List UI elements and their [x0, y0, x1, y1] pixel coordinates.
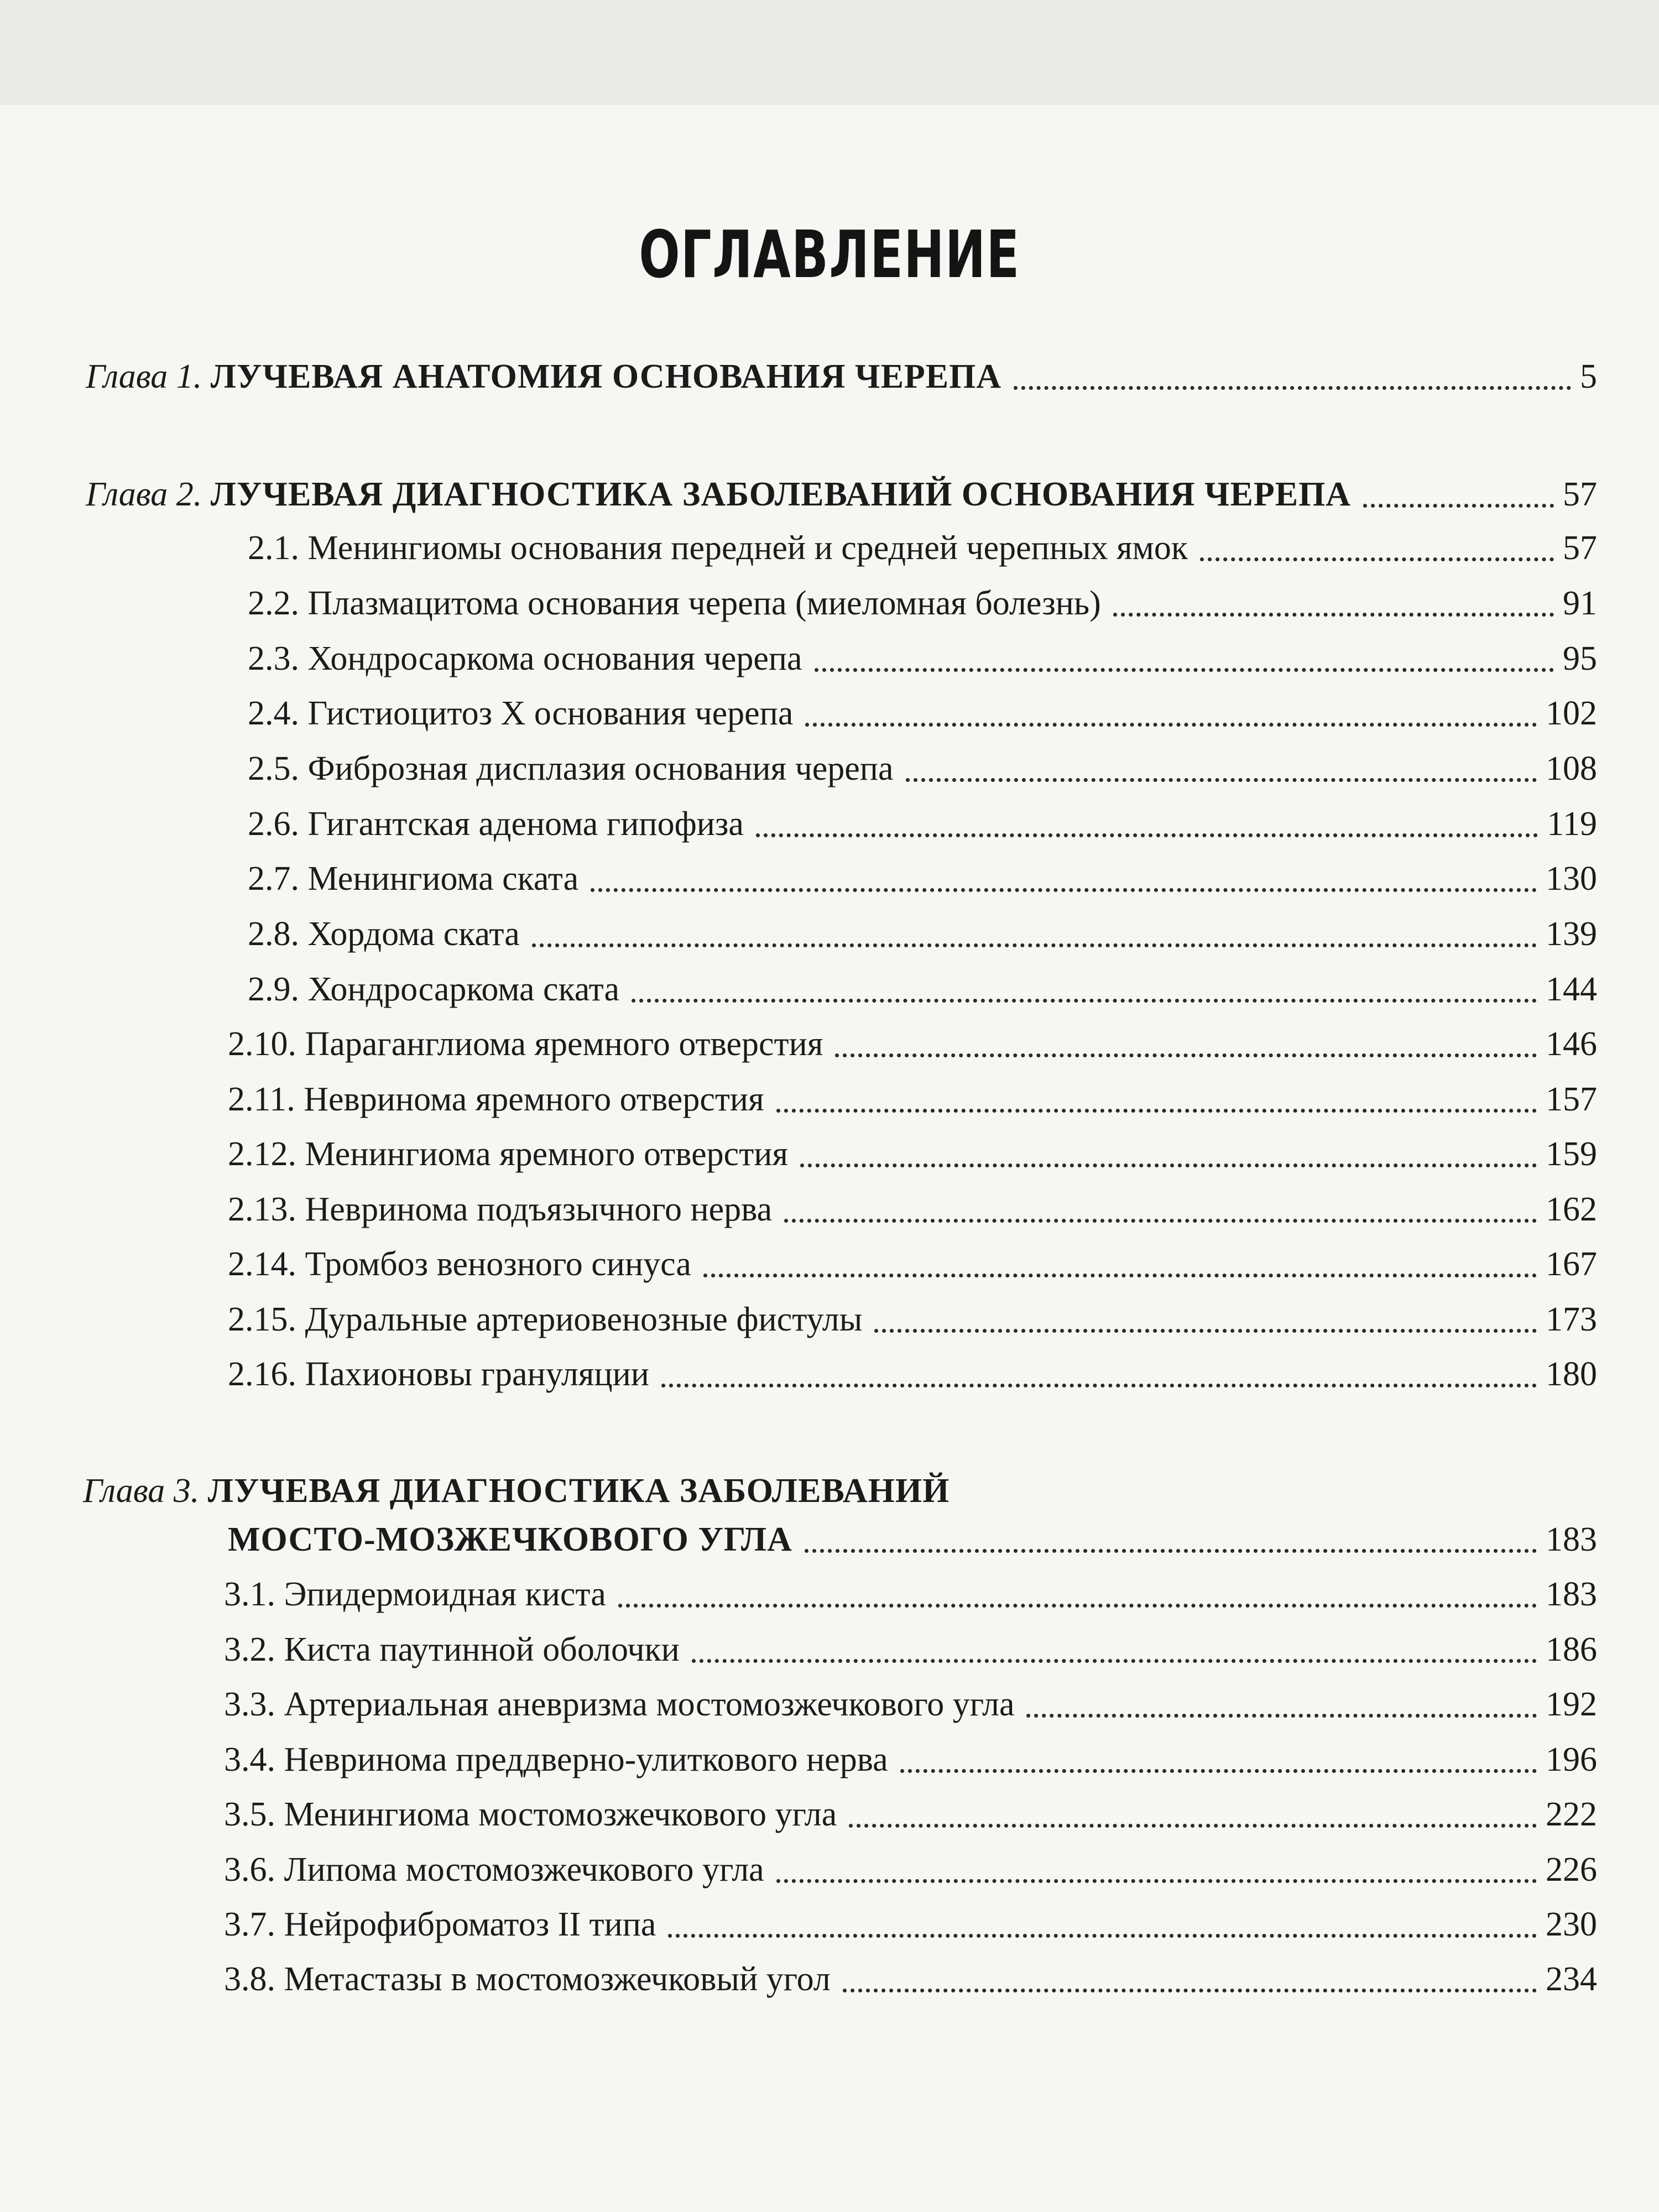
page-top-margin	[0, 0, 1659, 105]
chapter-3-title: ЛУЧЕВАЯ ДИАГНОСТИКА ЗАБОЛЕВАНИЙ	[207, 1472, 950, 1510]
dot-leader	[805, 723, 1537, 727]
section-page: 222	[1546, 1796, 1597, 1833]
section-label: 3.2. Киста паутинной оболочки	[224, 1631, 680, 1668]
toc-chapter-1[interactable]	[0, 354, 1659, 399]
toc-section-3-5[interactable]	[0, 1792, 1659, 1837]
section-label: 2.8. Хордома ската	[248, 915, 520, 953]
section-label: 2.9. Хондросаркома ската	[248, 971, 620, 1008]
chapter-1-page: 5	[1580, 358, 1597, 395]
section-page: 102	[1546, 695, 1597, 732]
section-page: 162	[1546, 1191, 1597, 1228]
section-page: 186	[1546, 1631, 1597, 1668]
section-label: 2.16. Пахионовы грануляции	[228, 1355, 649, 1393]
section-label: 2.1. Менингиомы основания передней и средней черепных ямок	[248, 529, 1188, 567]
toc-section-3-8[interactable]	[0, 1957, 1659, 2002]
section-page: 146	[1546, 1025, 1597, 1063]
toc-section-2-16[interactable]	[0, 1352, 1659, 1397]
section-label: 3.6. Липома мостомозжечкового угла	[224, 1851, 764, 1888]
toc-section-2-6[interactable]	[0, 801, 1659, 847]
dot-leader	[906, 778, 1537, 782]
section-page: 230	[1546, 1906, 1597, 1943]
section-page: 183	[1546, 1575, 1597, 1613]
toc-section-2-8[interactable]	[0, 911, 1659, 957]
dot-leader	[1026, 1714, 1537, 1718]
dot-leader	[900, 1769, 1537, 1773]
toc-chapter-3-heading[interactable]	[0, 1468, 1659, 1514]
dot-leader	[805, 1549, 1537, 1553]
section-page: 167	[1546, 1245, 1597, 1283]
section-page: 95	[1563, 640, 1597, 677]
dot-leader	[532, 943, 1537, 947]
section-label: 2.3. Хондросаркома основания черепа	[248, 640, 802, 677]
toc-chapter-3[interactable]	[0, 1517, 1659, 1562]
dot-leader	[1113, 613, 1554, 617]
section-page: 173	[1546, 1301, 1597, 1338]
dot-leader	[815, 668, 1554, 672]
dot-leader	[1014, 386, 1571, 390]
chapter-2-page: 57	[1563, 476, 1597, 513]
dot-leader	[692, 1659, 1537, 1663]
dot-leader	[1363, 504, 1554, 508]
dot-leader	[776, 1879, 1537, 1883]
section-label: 2.2. Плазмацитома основания черепа (миеломная болезнь)	[248, 585, 1101, 622]
section-page: 91	[1563, 585, 1597, 622]
section-label: 3.1. Эпидермоидная киста	[224, 1575, 606, 1613]
dot-leader	[618, 1604, 1537, 1608]
section-label: 2.13. Невринома подъязычного нерва	[228, 1191, 773, 1228]
section-label: 2.10. Параганглиома яремного отверстия	[228, 1025, 823, 1063]
section-label: 2.14. Тромбоз венозного синуса	[228, 1245, 691, 1283]
section-page: 226	[1546, 1851, 1597, 1888]
toc-section-2-11[interactable]	[0, 1077, 1659, 1122]
toc-section-2-12[interactable]	[0, 1131, 1659, 1177]
section-page: 180	[1546, 1355, 1597, 1393]
toc-section-3-7[interactable]	[0, 1902, 1659, 1947]
section-page: 119	[1547, 805, 1597, 843]
toc-section-2-15[interactable]	[0, 1297, 1659, 1342]
toc-section-2-2[interactable]	[0, 581, 1659, 626]
dot-leader	[843, 1989, 1537, 1992]
section-page: 157	[1546, 1081, 1597, 1118]
section-page: 108	[1546, 750, 1597, 787]
dot-leader	[661, 1384, 1537, 1387]
chapter-1-title: ЛУЧЕВАЯ АНАТОМИЯ ОСНОВАНИЯ ЧЕРЕПА	[210, 358, 1002, 395]
section-label: 3.4. Невринома преддверно-улиткового нерва	[224, 1741, 888, 1778]
toc-section-3-2[interactable]	[0, 1627, 1659, 1672]
dot-leader	[668, 1934, 1537, 1938]
chapter-2-title: ЛУЧЕВАЯ ДИАГНОСТИКА ЗАБОЛЕВАНИЙ ОСНОВАНИЯ ЧЕРЕПА	[210, 476, 1352, 513]
section-page: 192	[1546, 1686, 1597, 1723]
dot-leader	[800, 1164, 1537, 1167]
section-label: 3.7. Нейрофиброматоз II типа	[224, 1906, 656, 1943]
dot-leader	[784, 1219, 1537, 1223]
dot-leader	[1200, 557, 1554, 561]
section-page: 144	[1546, 971, 1597, 1008]
section-label: 3.5. Менингиома мостомозжечкового угла	[224, 1796, 837, 1833]
toc-section-2-4[interactable]	[0, 691, 1659, 736]
section-page: 57	[1563, 529, 1597, 567]
section-label: 2.7. Менингиома ската	[248, 860, 579, 898]
dot-leader	[776, 1109, 1537, 1113]
chapter-1-prefix: Глава 1.	[86, 358, 202, 395]
section-page: 130	[1546, 860, 1597, 898]
section-label: 2.5. Фиброзная дисплазия основания черепа	[248, 750, 894, 787]
section-page: 159	[1546, 1135, 1597, 1173]
toc-section-3-1[interactable]	[0, 1572, 1659, 1617]
toc-section-2-14[interactable]	[0, 1241, 1659, 1287]
toc-section-3-4[interactable]	[0, 1737, 1659, 1782]
chapter-3-prefix: Глава 3.	[83, 1472, 200, 1510]
section-page: 139	[1546, 915, 1597, 953]
toc-section-3-6[interactable]	[0, 1847, 1659, 1892]
toc-section-2-9[interactable]	[0, 967, 1659, 1012]
section-label: 2.15. Дуральные артериовенозные фистулы	[228, 1301, 863, 1338]
toc-section-2-5[interactable]	[0, 746, 1659, 791]
toc-section-2-10[interactable]	[0, 1021, 1659, 1067]
dot-leader	[849, 1824, 1537, 1828]
dot-leader	[703, 1274, 1537, 1277]
chapter-3-title-continued: МОСТО-МОЗЖЕЧКОВОГО УГЛА	[228, 1521, 792, 1558]
dot-leader	[874, 1329, 1537, 1333]
section-label: 2.11. Невринома яремного отверстия	[228, 1081, 764, 1118]
toc-section-2-13[interactable]	[0, 1187, 1659, 1232]
toc-chapter-2[interactable]	[0, 472, 1659, 517]
chapter-3-page: 183	[1546, 1521, 1597, 1558]
toc-section-2-1[interactable]	[0, 525, 1659, 571]
page-title: ОГЛАВЛЕНИЕ	[639, 216, 1020, 293]
toc-section-2-3[interactable]	[0, 636, 1659, 681]
section-label: 2.6. Гигантская аденома гипофиза	[248, 805, 744, 843]
dot-leader	[591, 888, 1537, 892]
dot-leader	[756, 833, 1538, 837]
toc-section-3-3[interactable]	[0, 1682, 1659, 1727]
section-label: 2.12. Менингиома яремного отверстия	[228, 1135, 788, 1173]
dot-leader	[835, 1053, 1537, 1057]
section-label: 2.4. Гистиоцитоз Х основания черепа	[248, 695, 794, 732]
section-label: 3.8. Метастазы в мостомозжечковый угол	[224, 1960, 831, 1998]
section-page: 196	[1546, 1741, 1597, 1778]
dot-leader	[632, 999, 1537, 1003]
toc-section-2-7[interactable]	[0, 856, 1659, 901]
section-label: 3.3. Артериальная аневризма мостомозжечкового угла	[224, 1686, 1015, 1723]
chapter-2-prefix: Глава 2.	[86, 476, 202, 513]
section-page: 234	[1546, 1960, 1597, 1998]
